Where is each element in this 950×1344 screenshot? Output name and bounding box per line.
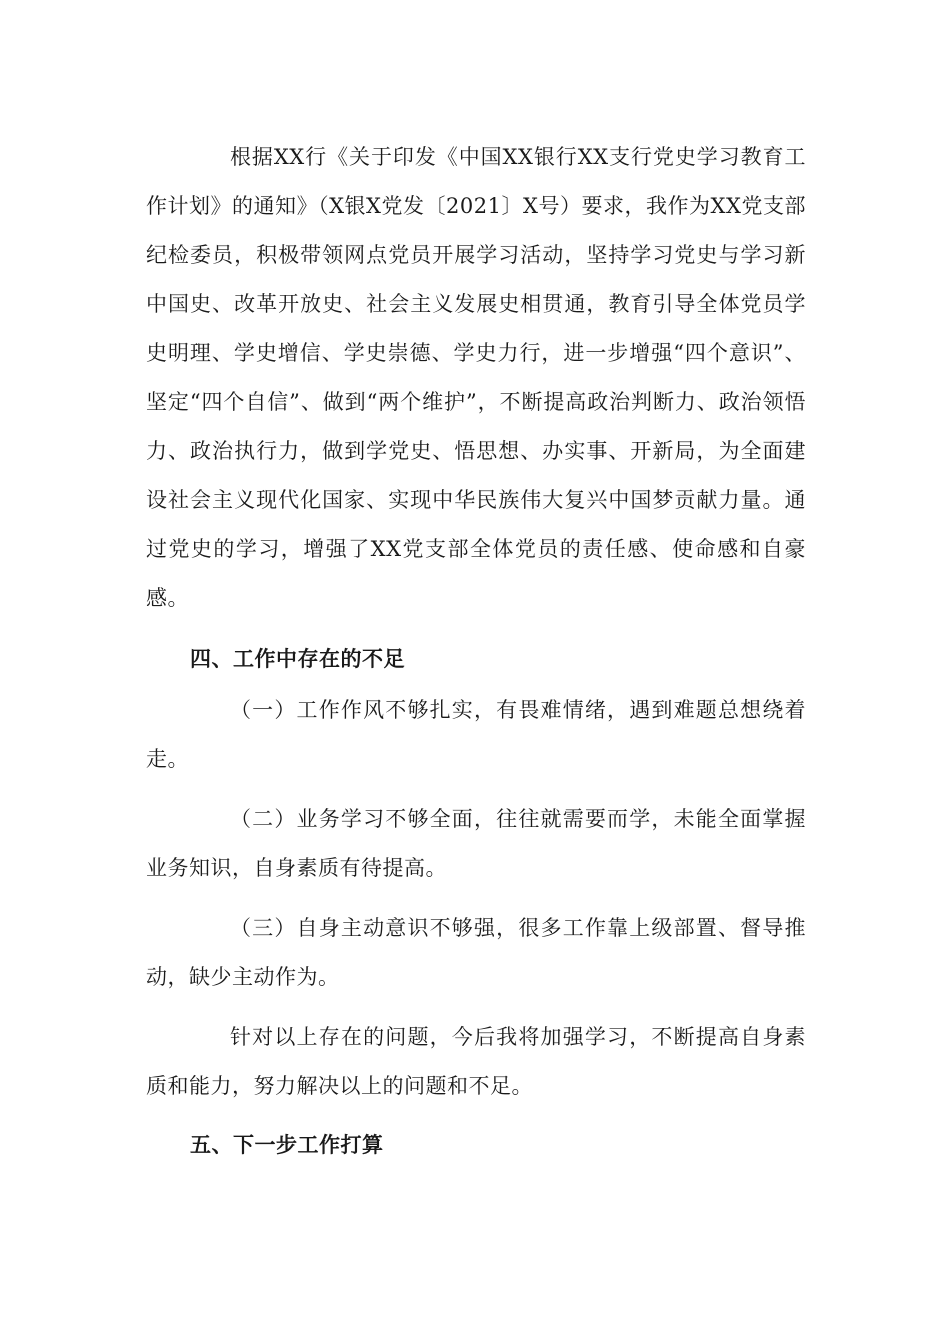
shortcoming-item-one: （一）工作作风不够扎实，有畏难情绪，遇到难题总想绕着走。 [146, 698, 806, 771]
shortcoming-item-three: （三）自身主动意识不够强，很多工作靠上级部置、督导推动，缺少主动作为。 [146, 916, 806, 989]
shortcoming-item-two: （二）业务学习不够全面，往往就需要而学，未能全面掌握业务知识，自身素质有待提高。 [146, 807, 806, 880]
section-heading-four: 四、工作中存在的不足 [190, 647, 405, 671]
intro-paragraph: 根据XX行《关于印发《中国XX银行XX支行党史学习教育工作计划》的通知》（X银X党发〔2021〕X号）要求，我作为XX党支部纪检委员，积极带领网点党员开展学习活动，坚持学习党史与学习新中国史、改革开放史、社会主义发展史相贯通，教育引导全体党员学史明理、学史增信、学史崇德、学史力行，进一步增强“四个意识”、坚定“四个自信”、做到“两个维护”，不断提高政治判断力、政治领悟力、政治执行力，做到学党史、悟思想、办实事、开新局，为全面建设社会主义现代化国家、实现中华民族伟大复兴中国梦贡献力量。通过党史的学习，增强了XX党支部全体党员的责任感、使命感和自豪感。 [146, 145, 806, 610]
section-heading-five: 五、下一步工作打算 [190, 1133, 384, 1157]
remedy-paragraph: 针对以上存在的问题，今后我将加强学习，不断提高自身素质和能力，努力解决以上的问题和不足。 [146, 1025, 806, 1098]
